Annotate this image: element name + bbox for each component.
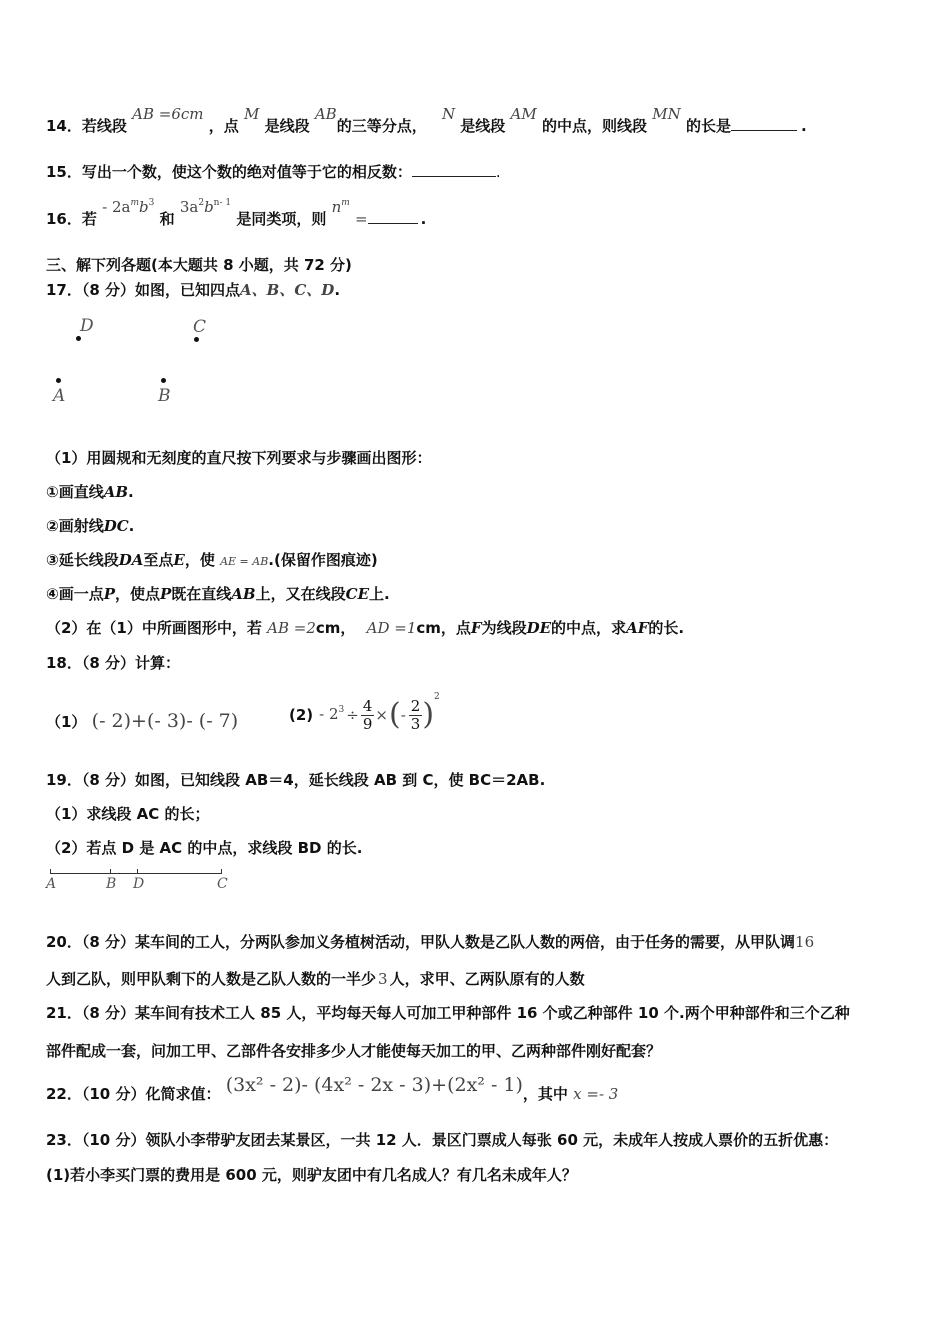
question-22: 22．（10 分）化简求值： (3x² - 2)- (4x² - 2x - 3)+(2x² - 1)，其中 x =- 3 <box>46 1074 619 1103</box>
point-label-b: B <box>158 386 171 406</box>
q17-step1: ①画直线AB. <box>46 483 134 501</box>
q17-part1: （1）用圆规和无刻度的直尺按下列要求与步骤画出图形： <box>46 449 432 467</box>
question-21-line1: 21．（8 分）某车间有技术工人 85 人，平均每天每人可加工甲种部件 16 个或乙种部件 10 个.两个甲种部件和三个乙种 <box>46 1004 850 1022</box>
segment-figure <box>46 866 236 898</box>
fraction-2-3: $\frac{2}{3}$ <box>410 696 421 733</box>
section-heading: 三、解下列各题(本大题共 8 小题，共 72 分) <box>46 256 352 274</box>
answer-blank[interactable] <box>412 162 496 177</box>
point-b <box>161 378 166 383</box>
q17-step2: ②画射线DC. <box>46 517 135 535</box>
point-c <box>194 337 199 342</box>
tick-c <box>221 869 222 874</box>
point-a <box>56 378 61 383</box>
question-19-head: 19．（8 分）如图，已知线段 AB＝4，延长线段 AB 到 C，使 BC＝2AB. <box>46 771 546 789</box>
fraction-4-9: $\frac{4}{9}$ <box>362 696 373 733</box>
point-label-a: A <box>53 386 66 406</box>
question-14: 14．若线段 AB =6cm ，点 M 是线段 AB的三等分点， N 是线段 AM 的中点，则线段 MN 的长是 . <box>46 105 807 135</box>
answer-blank[interactable] <box>368 209 418 224</box>
simplify-expression: (3x² - 2)- (4x² - 2x - 3)+(2x² - 1) <box>225 1074 523 1096</box>
question-23-line2: (1)若小李买门票的费用是 600 元，则驴友团中有几名成人？有几名未成年人？ <box>46 1166 577 1184</box>
question-16: 16．若 - $2a^mb^3$ 和 $3a^2b^{n- 1}$ 是同类项，则 $n^m$ = . <box>46 198 427 228</box>
question-21-line2: 部件配成一套，问加工甲、乙部件各安排多少人才能使每天加工的甲、乙两种部件刚好配套？ <box>46 1042 662 1060</box>
math-ab-eq: AB =6cm <box>132 105 204 123</box>
point-label-d: D <box>80 316 94 336</box>
q19-part2: （2）若点 D 是 AC 的中点，求线段 BD 的长. <box>46 839 363 857</box>
tick-d <box>137 869 138 874</box>
question-20-line2: 人到乙队，则甲队剩下的人数是乙队人数的一半少 3 人，求甲、乙两队原有的人数 <box>46 970 585 988</box>
point-label-c: C <box>193 317 207 337</box>
q17-part2: （2）在（1）中所画图形中，若 AB =2cm， AD =1cm，点F为线段DE的中点，求AF的长. <box>46 619 685 637</box>
expression-1: (- 2)+(- 3)- (- 7) <box>91 710 239 732</box>
tick-b <box>110 869 111 874</box>
label-b: B <box>106 876 117 892</box>
tick-a <box>50 869 51 874</box>
segment-line <box>50 873 222 874</box>
label-a: A <box>46 876 57 892</box>
question-20-line1: 20．（8 分）某车间的工人，分两队参加义务植树活动，甲队人数是乙队人数的两倍，由于任务的需要，从甲队调16 <box>46 933 815 951</box>
answer-blank[interactable] <box>731 116 797 131</box>
question-18-head: 18．（8 分）计算： <box>46 654 181 672</box>
question-23-line1: 23．（10 分）领队小李带驴友团去某景区，一共 12 人．景区门票成人每张 60 元，未成年人按成人票价的五折优惠： <box>46 1131 839 1149</box>
q17-step3: ③延长线段DA至点E，使 AE = AB.(保留作图痕迹) <box>46 551 378 569</box>
q19-part1: （1）求线段 AC 的长； <box>46 805 210 823</box>
question-15: 15．写出一个数，使这个数的绝对值等于它的相反数： . <box>46 163 501 181</box>
label-d: D <box>133 876 145 892</box>
question-17-head: 17．（8 分）如图，已知四点A、B、C、D. <box>46 281 341 299</box>
q17-step4: ④画一点P，使点P既在直线AB上，又在线段CE上. <box>46 585 390 603</box>
label-c: C <box>217 876 228 892</box>
q18-part2: (2) - $2^3$ ÷ $\frac{4}{9}$ × ( - $\frac{2}{3}$ ) 2 <box>289 692 440 733</box>
point-d <box>76 336 81 341</box>
q18-part1: （1） (- 2)+(- 3)- (- 7) <box>46 710 239 732</box>
